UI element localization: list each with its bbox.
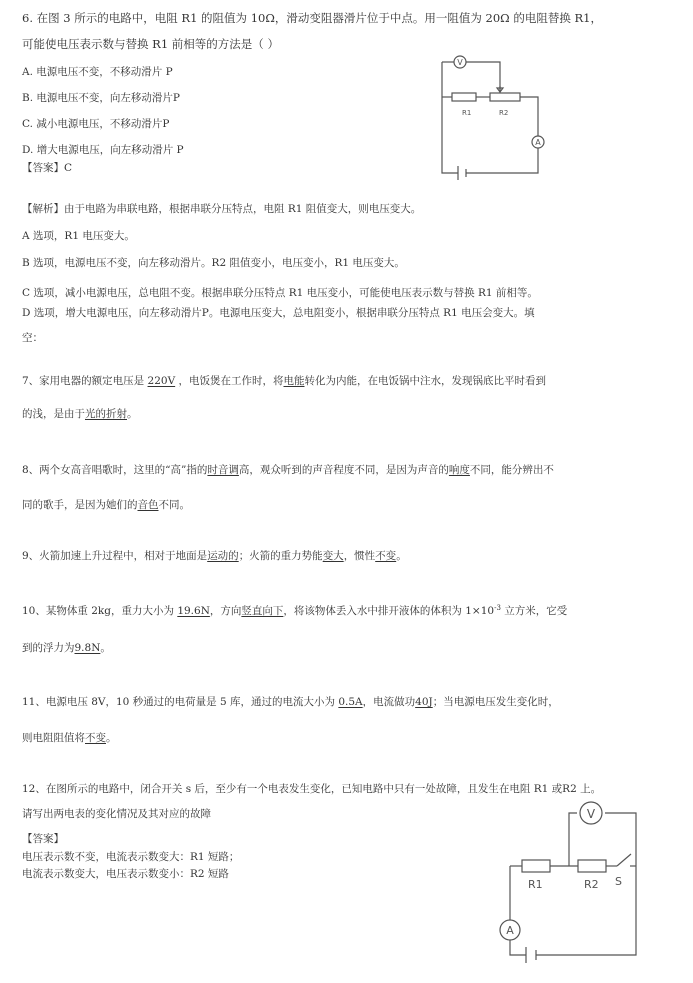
q11-blank-resistance: 不变 (85, 732, 106, 744)
q8-text-4: 同的歌手，是因为她们的 (22, 499, 138, 511)
q6-analysis-line4: C 选项，减小电源电压，总电阻不变。根据串联分压特点 R1 电压变小，可能使电压表示数与替换 R1 前相等。 (22, 287, 538, 299)
q7-text-3: 转化为内能，在电饭锅中注水，发现锅底比平时看到 (304, 375, 546, 387)
q9-blank-inertia: 不变 (375, 550, 397, 562)
q10-exponent: -3 (494, 604, 501, 612)
q9-text-1: 9、火箭加速上升过程中，相对于地面是 (22, 550, 208, 562)
q10-text-6: 。 (100, 642, 111, 654)
q12-stem-line2: 请写出两电表的变化情况及其对应的故障 (22, 808, 211, 820)
q7-text-2: ，电饭煲在工作时，将 (178, 375, 284, 387)
q8-blank-timbre: 音色 (137, 499, 159, 511)
q8-text-3: 不同，能分辨出不 (469, 464, 554, 476)
q10-blank-direction: 竖直向下 (241, 605, 284, 617)
q9-blank-motion: 运动的 (207, 550, 239, 562)
q6-option-d: D. 增大电源电压，向左移动滑片 P (22, 144, 184, 156)
q12-answer-label: 【答案】 (22, 833, 64, 845)
q10-blank-gravity: 19.6N (177, 605, 210, 617)
q6-analysis-line6: 空： (22, 332, 43, 344)
q8-text-5: 不同。 (158, 499, 190, 511)
q10-blank-buoyancy: 9.8N (74, 642, 101, 654)
q12-resistor-r1 (522, 860, 550, 872)
q7-text-1: 7、家用电器的额定电压是 (22, 375, 145, 387)
q6-ammeter-label: A (535, 138, 541, 147)
q11-text-2: ，电流做功 (362, 696, 416, 708)
q6-stem-line2: 可能使电压表示数与替换 R1 前相等的方法是（ ） (22, 37, 279, 51)
q11-text-1: 11、电源电压 8V，10 秒通过的电荷量是 5 库，通过的电流大小为 (22, 696, 336, 708)
q6-analysis-line3: B 选项，电源电压不变，向左移动滑片。R2 阻值变小，电压变小，R1 电压变大。 (22, 257, 405, 269)
q6-r2-label: R2 (499, 109, 509, 117)
q9-text-2: ；火箭的重力势能 (238, 550, 323, 562)
q8-blank-pitch: 时音调 (207, 464, 239, 476)
q6-r1-label: R1 (462, 109, 472, 117)
q11-blank-work: 40J (415, 696, 433, 708)
q9-text-4: 。 (396, 550, 407, 562)
q7-blank-voltage: 220V (147, 375, 176, 387)
q12-r2-label: R2 (584, 878, 599, 891)
q8-blank-loudness: 响度 (448, 464, 470, 476)
q12-stem-line1: 12、在图所示的电路中，闭合开关 s 后，至少有一个电表发生变化，已知电路中只有一处故障，且发生在电阻 R1 或R2 上。 (22, 783, 602, 795)
q11-blank-current: 0.5A (338, 696, 363, 708)
q10-text-4: 立方米，它受 (500, 605, 568, 617)
q12-r1-label: R1 (528, 878, 543, 891)
q12-answer-line2: 电流表示数变大，电压表示数变小：R2 短路 (22, 868, 229, 880)
q6-option-b: B. 电源电压不变，向左移动滑片P (22, 92, 180, 104)
q9-blank-potential: 变大 (322, 550, 344, 562)
q8-text-2: 高，观众听到的声音程度不同，是因为声音的 (238, 464, 449, 476)
q12-switch-blade (617, 854, 631, 866)
q6-voltmeter-label: V (457, 58, 463, 67)
q7-text-4: 的浅，是由于 (22, 408, 85, 420)
q11-text-4: 则电阻阻值将 (22, 732, 85, 744)
q10-text-2: ，方向 (209, 605, 242, 617)
q6-option-c: C. 减小电源电压，不移动滑片P (22, 118, 170, 130)
q12-switch-label: S (615, 875, 622, 888)
q6-analysis-line2: A 选项，R1 电压变大。 (22, 230, 135, 242)
q10-text-1: 10、某物体重 2kg，重力大小为 (22, 605, 174, 617)
q6-answer: 【答案】C (22, 162, 73, 174)
q6-option-a: A. 电源电压不变，不移动滑片 P (22, 66, 173, 78)
q7-text-5: 。 (127, 408, 138, 420)
q10-text-5: 到的浮力为 (22, 642, 75, 654)
q9-text-3: ，惯性 (343, 550, 376, 562)
q7-blank-energy: 电能 (283, 375, 305, 387)
q6-stem-line1: 6. 在图 3 所示的电路中，电阻 R1 的阻值为 10Ω，滑动变阻器滑片位于中点。用一阻值为 20Ω 的电阻替换 R1， (22, 11, 602, 25)
q11-text-5: 。 (106, 732, 117, 744)
q12-ammeter-label: A (506, 924, 514, 937)
q12-resistor-r2 (578, 860, 606, 872)
q8-text-1: 8、两个女高音唱歌时，这里的“高”指的 (22, 464, 208, 476)
q10-text-3: ，将该物体丢入水中排开液体的体积为 1×10 (283, 605, 495, 617)
q6-analysis-line1: 【解析】由于电路为串联电路，根据串联分压特点，电阻 R1 阻值变大，则电压变大。 (22, 203, 422, 215)
q12-voltmeter-label: V (586, 807, 596, 821)
q12-answer-line1: 电压表示数不变，电流表示数变大：R1 短路； (22, 851, 240, 863)
q11-text-3: ；当电源电压发生变化时， (432, 696, 559, 708)
q6-analysis-line5: D 选项，增大电源电压，向左移动滑片P。电源电压变大，总电阻变小，根据串联分压特点 R1 电压会变大。填 (22, 307, 535, 319)
q7-blank-refraction: 光的折射 (85, 408, 127, 420)
